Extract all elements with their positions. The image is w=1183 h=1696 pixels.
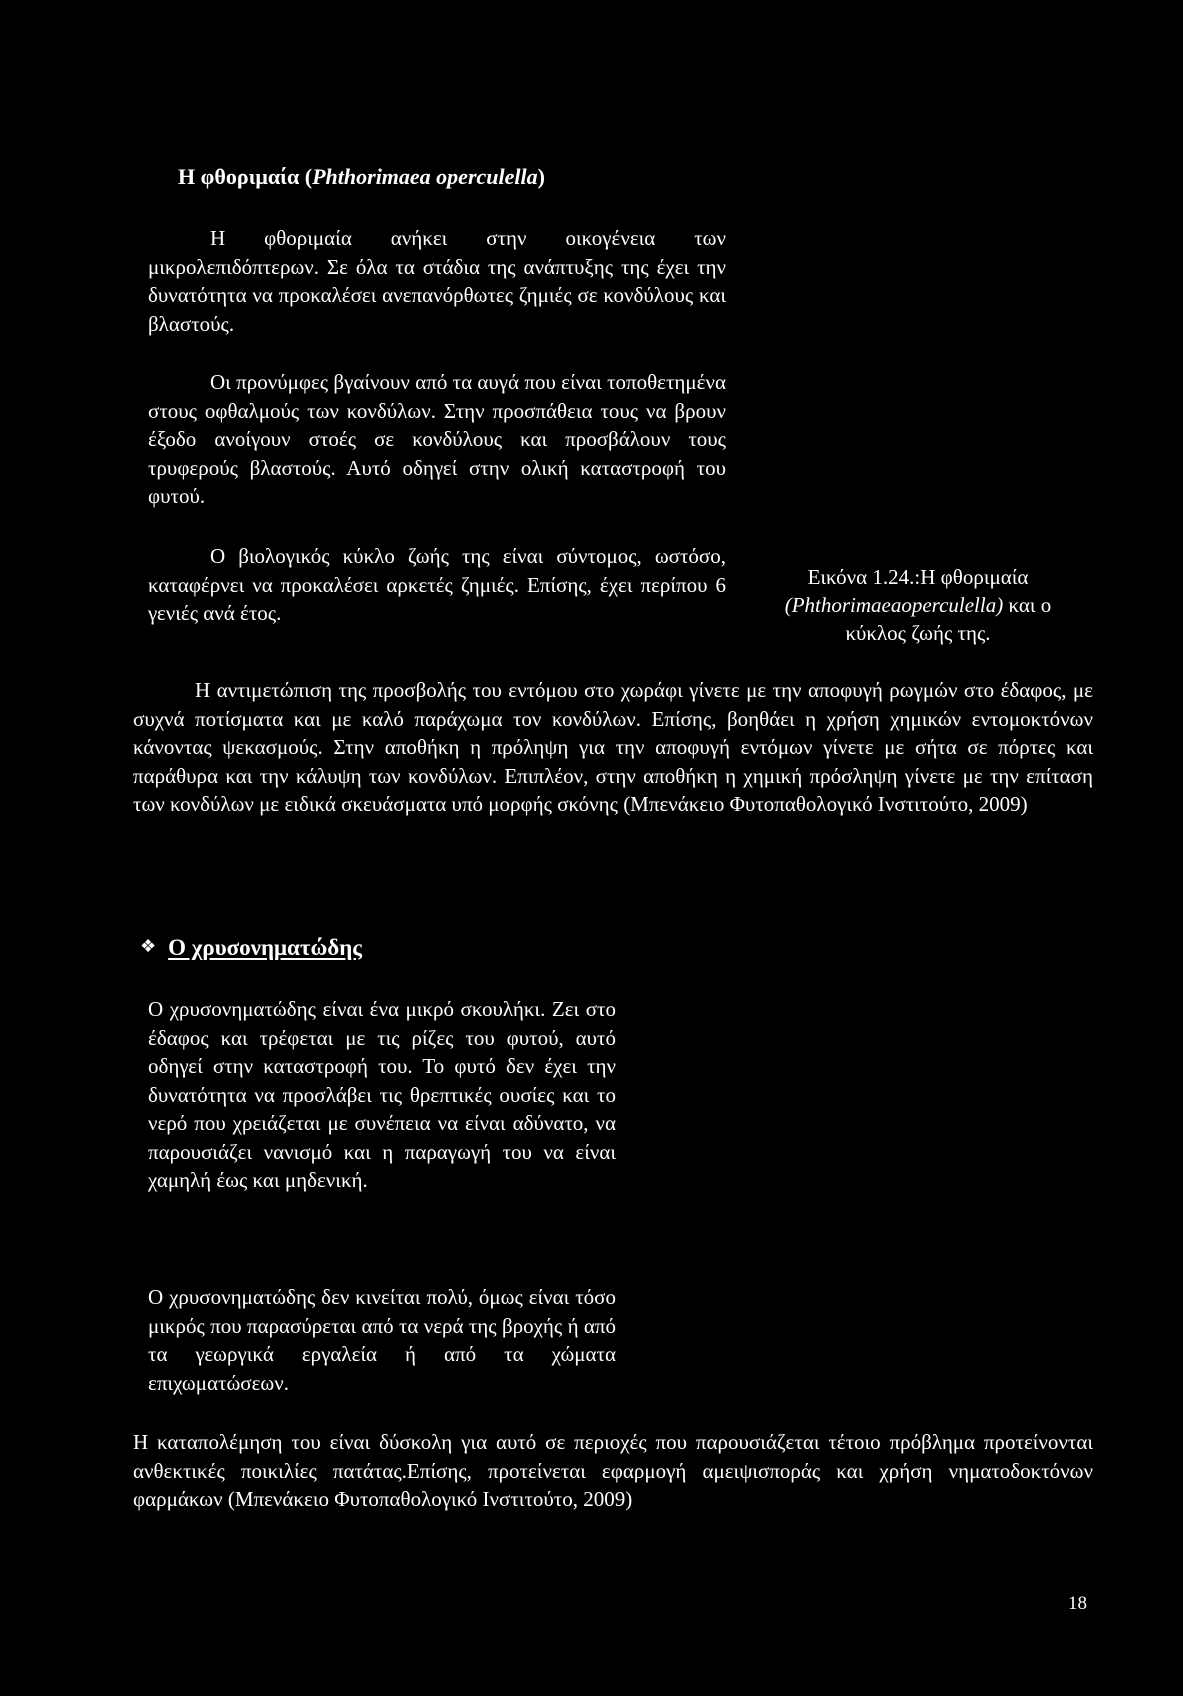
caption-line-3: κύκλος ζωής της.: [845, 621, 991, 645]
caption-scientific-name: (Phthorimaeaoperculella): [784, 593, 1004, 617]
section-heading: [140, 935, 362, 961]
diamond-dots-icon: ❖: [140, 935, 157, 956]
paragraph-larvae: Οι προνύμφες βγαίνουν από τα αυγά που είναι τοποθετημένα στους οφθαλμούς των κονδύλων. Στην προσπάθεια τους να βρουν έξοδο ανοίγουν στοές σε κονδύλους και προσβάλουν τους τρυφερούς βλαστούς. Αυτό οδηγεί στην ολική καταστροφή του φυτού.: [148, 370, 726, 508]
paragraph-nematode-description: Ο χρυσονηματώδης είναι ένα μικρό σκουλήκι. Ζει στο έδαφος και τρέφεται με τις ρίζες του φυτού, αυτό οδηγεί στην καταστροφή του. Το φυτό δεν έχει την δυνατότητα να προσλάβει τις θρεπτικές ουσίες και το νερό που χρειάζεται με συνέπεια να είναι αδύνατο, να παρουσιάζει νανισμό και η παραγωγή του να είναι χαμηλή έως και μηδενική.: [148, 997, 616, 1192]
title-suffix: ): [537, 164, 545, 189]
page-title: [178, 164, 545, 190]
title-scientific-name: Phthorimaea operculella: [312, 164, 538, 189]
section-title: Ο χρυσονηματώδης: [168, 935, 362, 960]
paragraph-nematode-spread: Ο χρυσονηματώδης δεν κινείται πολύ, όμως είναι τόσο μικρός που παρασύρεται από τα νερά της βροχής ή από τα γεωργικά εργαλεία ή από τα χώματα επιχωματώσεων.: [148, 1285, 616, 1395]
caption-line-1: Εικόνα 1.24.:Η φθοριμαία: [807, 565, 1029, 589]
page-number: 18: [1068, 1593, 1087, 1614]
paragraph-lifecycle: Ο βιολογικός κύκλο ζωής της είναι σύντομος, ωστόσο, καταφέρνει να προκαλέσει αρκετές ζημιές. Επίσης, έχει περίπου 6 γενιές ανά έτος.: [148, 544, 726, 625]
caption-after-scientific: και ο: [1003, 593, 1052, 617]
paragraph-nematode-control: Η καταπολέμηση του είναι δύσκολη για αυτό σε περιοχές που παρουσιάζεται τέτοιο πρόβλημα προτείνονται ανθεκτικές ποικιλίες πατάτας.Επίσης, προτείνεται εφαρμογή αμειψισποράς και χρήση νηματοδοκτόνων φαρμάκων (Μπενάκειο Φυτοπαθολογικό Ινστιτούτο, 2009): [133, 1430, 1093, 1511]
figure-caption: [736, 563, 1100, 647]
caption-line-2: [736, 591, 1100, 619]
paragraph-intro: Η φθοριμαία ανήκει στην οικογένεια των μικρολεπιδόπτερων. Σε όλα τα στάδια της ανάπτυξης της έχει την δυνατότητα να προκαλέσει ανεπανόρθωτες ζημιές σε κονδύλους και βλαστούς.: [148, 226, 726, 336]
paragraph-treatment: Η αντιμετώπιση της προσβολής του εντόμου στο χωράφι γίνετε με την αποφυγή ρωγμών στο έδαφος, με συχνά ποτίσματα και με καλό παράχωμα τον κονδύλων. Επίσης, βοηθάει η χρήση χημικών εντομοκτόνων κάνοντας ψεκασμούς. Στην αποθήκη η πρόληψη για την αποφυγή εντόμων γίνετε με σήτα σε πόρτες και παράθυρα και την κάλυψη των κονδύλων. Επιπλέον, στην αποθήκη η χημική πρόσληψη γίνετε με την επίταση των κονδύλων με ειδικά σκευάσματα υπό μορφής σκόνης (Μπενάκειο Φυτοπαθολογικό Ινστιτούτο, 2009): [133, 678, 1093, 816]
title-prefix: Η φθοριμαία (: [178, 164, 313, 189]
